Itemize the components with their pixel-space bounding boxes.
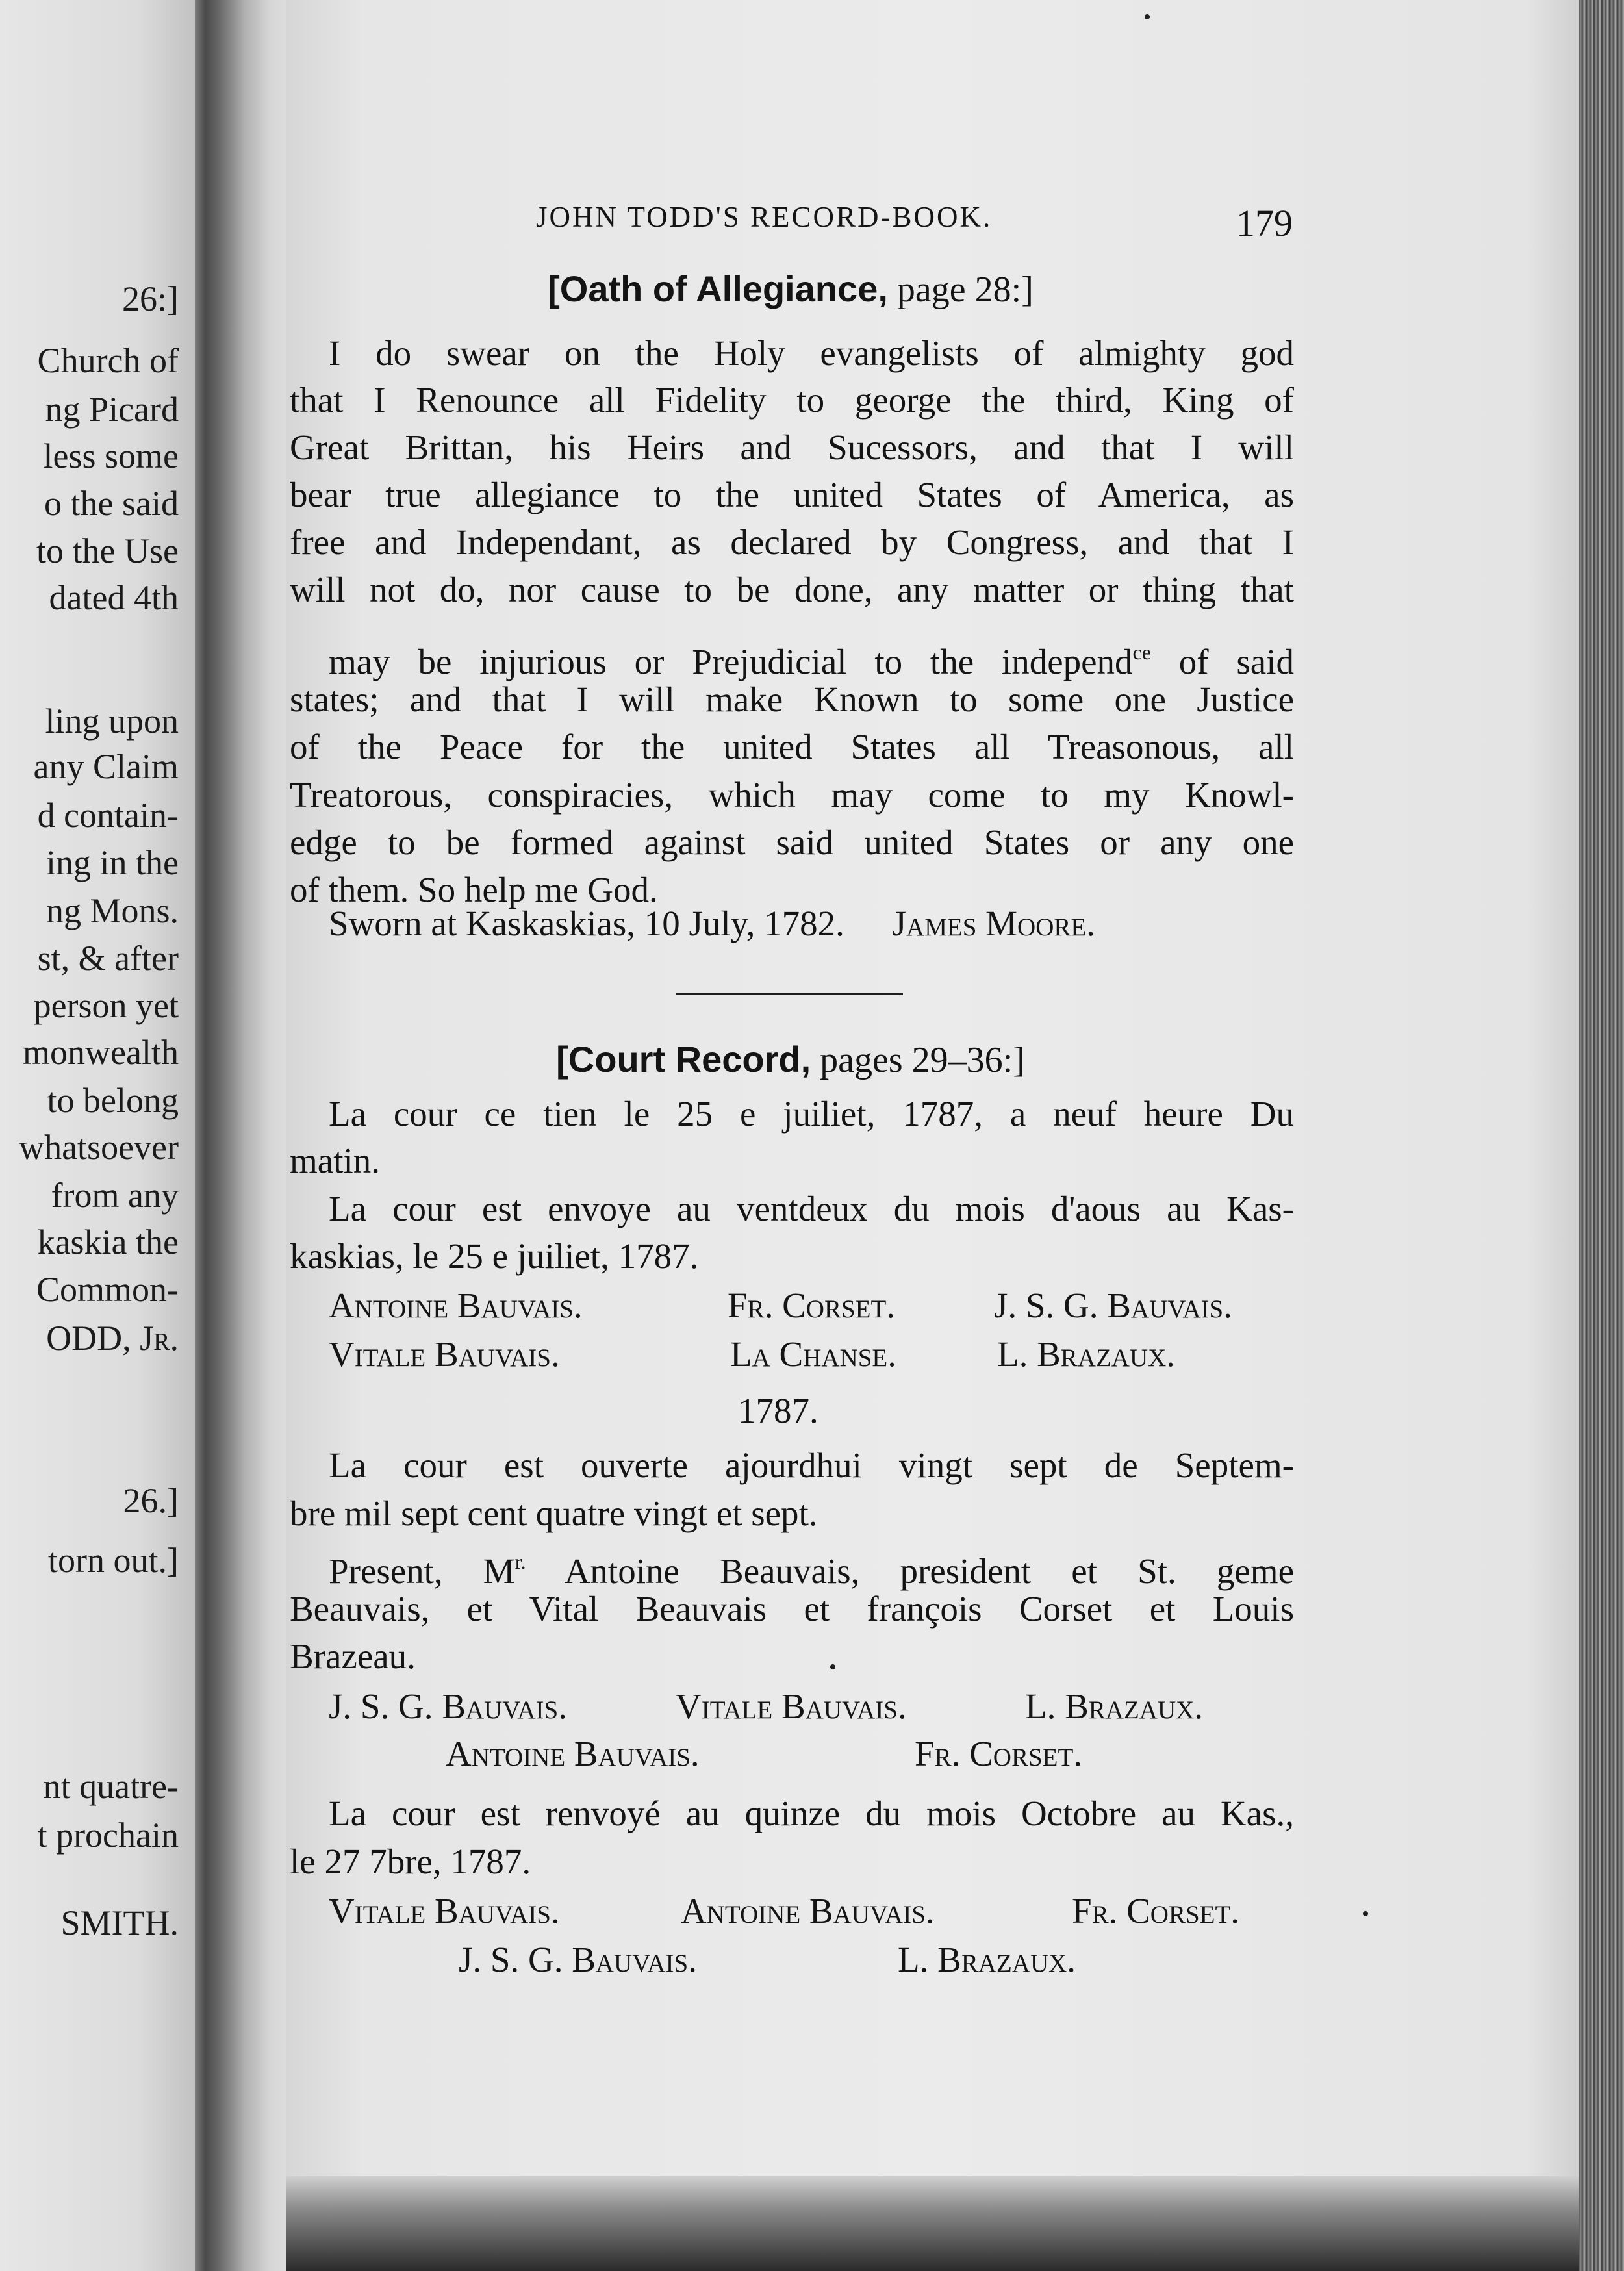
court-p4-present: Present, M [329,1551,515,1591]
left-page-line: SMITH. [60,1903,179,1942]
left-page-line: to belong [47,1081,179,1120]
left-page-line: whatsoever [19,1128,179,1167]
oath-heading-page: page 28:] [896,270,1034,310]
oath-sworn: Sworn at Kaskaskias, 10 July, 1782. [329,904,844,943]
court-p2-line1: La cour est envoye au ventdeux du mois d'aous au Kas- [329,1189,1294,1228]
oath-signature: James Moore. [892,904,1095,943]
signature-row-3b: Vitale Bauvais. [676,1686,907,1726]
page-number: 179 [1236,202,1293,244]
court-p4-line3: Brazeau. [290,1636,416,1676]
signature-row-5b: Antoine Bauvais. [681,1891,935,1931]
signature-row-5c: Fr. Corset. [1072,1891,1240,1931]
left-page-line: ODD, Jr. [46,1319,179,1358]
signature-row-6a: J. S. G. Bauvais. [459,1940,697,1979]
signature-row-3a: J. S. G. Bauvais. [329,1686,567,1726]
left-page-line: Church of [37,341,179,380]
left-page-line: ng Mons. [45,891,179,930]
left-page-line: 26.] [123,1481,179,1520]
left-page-line: t prochain [37,1816,179,1855]
section-divider [676,993,903,995]
left-page-line: from any [51,1176,179,1215]
left-page-line: ing in the [46,843,179,882]
oath-line-12: of them. So help me God. [290,870,658,909]
oath-heading [288,268,1293,311]
oath-line-8: states; and that I will make Known to some one Justice [290,679,1294,719]
oath-heading-title: [Oath of Allegiance, [548,268,888,309]
left-page-line: 26:] [122,279,179,318]
left-page-line: torn out.] [48,1541,179,1580]
oath-line-7-text: may be injurious or Prejudicial to the independ [329,642,1133,681]
court-p1-line2: matin. [290,1141,381,1180]
court-p4-line2: Beauvais, et Vital Beauvais et françois Corset et Louis [290,1589,1294,1629]
left-page-line: kaskia the [37,1223,179,1262]
court-p4-sup: r. [514,1550,526,1573]
left-page-line: nt quatre- [43,1767,179,1806]
court-p3-line1: La cour est ouverte ajourdhui vingt sept de Septem- [329,1445,1294,1485]
ink-speck [830,1664,835,1669]
signature-row-1a: Antoine Bauvais. [329,1286,583,1325]
oath-line-7 [290,631,1294,683]
signature-row-4b: Fr. Corset. [915,1734,1083,1773]
left-page-line: st, & after [37,939,179,978]
oath-line-6: will not do, nor cause to be done, any matter or thing that [290,570,1294,609]
oath-line-5: free and Independant, as declared by Congress, and that I [290,522,1294,562]
court-heading-pages: pages 29–36:] [820,1040,1025,1080]
signature-row-5a: Vitale Bauvais. [329,1891,560,1931]
signature-row-1c: J. S. G. Bauvais. [994,1286,1232,1325]
left-page-line: to the Use [36,531,179,570]
court-p5-line1: La cour est renvoyé au quinze du mois Octobre au Kas., [329,1794,1294,1833]
signature-row-6b: L. Brazaux. [898,1940,1076,1979]
oath-line-4: bear true allegiance to the united States of America, as [290,475,1294,514]
left-page-line: any Claim [33,747,179,786]
court-p1-line1: La cour ce tien le 25 e juiliet, 1787, a neuf heure Du [329,1094,1294,1134]
oath-line-2: that I Renounce all Fidelity to george the third, King of [290,380,1294,420]
court-heading-title: [Court Record, [556,1039,811,1080]
signature-row-1b: Fr. Corset. [728,1286,896,1325]
ink-speck [1363,1911,1368,1916]
running-title: JOHN TODD'S RECORD-BOOK. [536,201,993,233]
bottom-shadow [286,2176,1579,2271]
signature-row-2c: L. Brazaux. [997,1334,1176,1374]
signature-row-4a: Antoine Bauvais. [446,1734,700,1773]
oath-line-1: I do swear on the Holy evangelists of almighty god [329,333,1294,373]
oath-line-7-end: of said [1150,642,1294,681]
court-p5-line2: le 27 7bre, 1787. [290,1842,531,1881]
signature-row-2a: Vitale Bauvais. [329,1334,560,1374]
left-page-line: Common- [36,1270,179,1309]
left-page-line: o the said [44,484,179,523]
oath-sworn-line [329,903,1333,945]
ink-speck [1145,14,1150,19]
court-p2-line2: kaskias, le 25 e juiliet, 1787. [290,1236,699,1276]
left-page-line: less some [43,437,179,476]
oath-line-7-sup: ce [1132,641,1151,664]
oath-line-9: of the Peace for the united States all Treasonous, all [290,727,1294,767]
signature-row-2b: La Chanse. [730,1334,896,1374]
left-page-line: ling upon [45,702,179,741]
oath-line-10: Treatorous, conspiracies, which may come to my Knowl- [290,775,1294,815]
court-p4-rest: Antoine Beauvais, president et St. geme [526,1551,1294,1591]
book-spine [195,0,299,2271]
page-edges [1579,0,1624,2271]
court-p4-line1 [290,1541,1294,1592]
left-page-line: dated 4th [49,578,179,617]
oath-line-3: Great Brittan, his Heirs and Sucessors, and that I will [290,427,1294,467]
court-year: 1787. [738,1391,818,1430]
left-page-line: ng Picard [45,390,179,429]
left-page-line: d contain- [37,796,179,835]
court-p3-line2: bre mil sept cent quatre vingt et sept. [290,1493,818,1533]
signature-row-3c: L. Brazaux. [1025,1686,1204,1726]
left-page-line: monwealth [23,1033,179,1072]
oath-line-11: edge to be formed against said united States or any one [290,822,1294,862]
left-page-line: person yet [33,986,179,1025]
court-heading [288,1038,1293,1081]
